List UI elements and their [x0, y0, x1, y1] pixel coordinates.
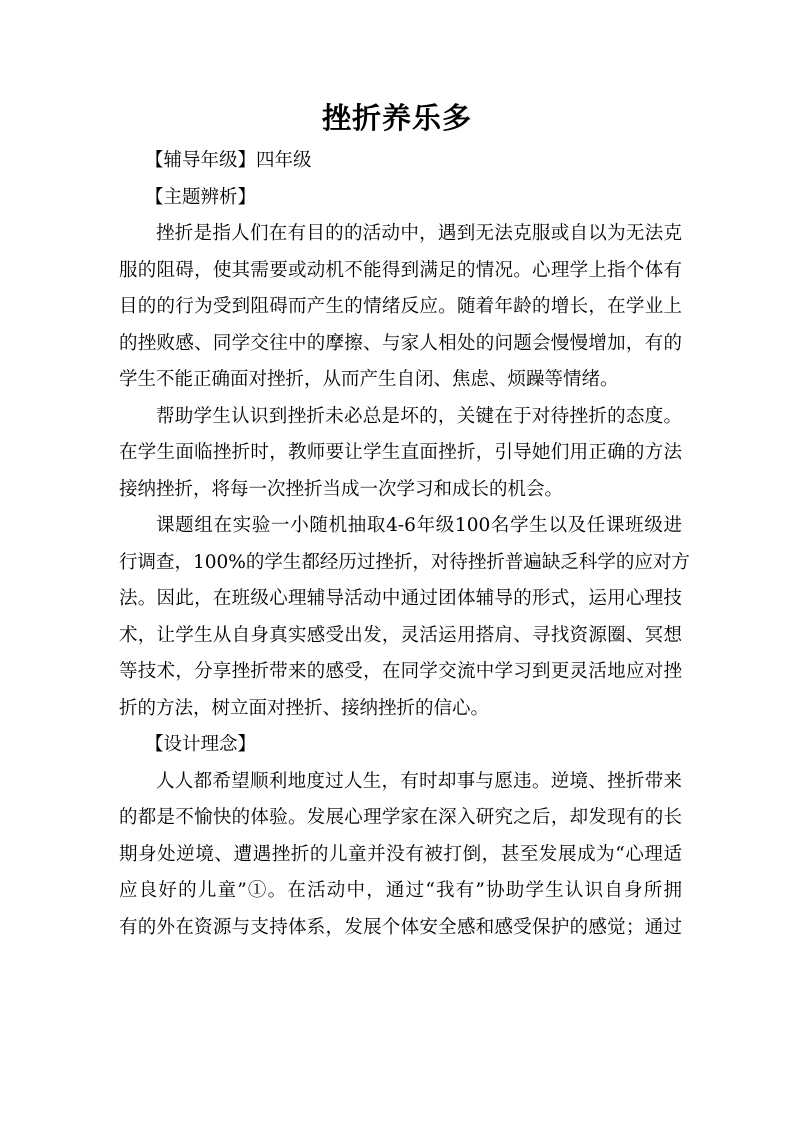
paragraph-line: 接纳挫折，将每一次挫折当成一次学习和成长的机会。 [119, 478, 564, 500]
paragraph-line: 折的方法，树立面对挫折、接纳挫折的信心。 [119, 697, 490, 719]
section-heading: 【设计理念】 [145, 734, 257, 755]
paragraph-line: 挫折是指人们在有目的的活动中，遇到无法克服或自以为无法克 [156, 223, 682, 244]
document-body [119, 143, 690, 946]
paragraph-line: 应良好的儿童”①。在活动中，通过“我有”协助学生认识自身所拥 [119, 880, 682, 901]
paragraph-line: 术，让学生从自身真实感受出发，灵活运用搭肩、寻找资源圈、冥想 [119, 624, 682, 646]
paragraph-line: 等技术，分享挫折带来的感受，在同学交流中学习到更灵活地应对挫 [119, 661, 682, 682]
paragraph-line: 服的阻碍，使其需要或动机不能得到满足的情况。心理学上指个体有 [119, 259, 682, 281]
paragraph-line: 的挫败感、同学交往中的摩擦、与家人相处的问题会慢慢增加，有的 [119, 332, 682, 354]
paragraph-line: 学生不能正确面对挫折，从而产生自闭、焦虑、烦躁等情绪。 [119, 369, 619, 390]
paragraph-line: 在学生面临挫折时，教师要让学生直面挫折，引导她们用正确的方法 [119, 442, 682, 463]
paragraph-line: 目的的行为受到阻碍而产生的情绪反应。随着年龄的增长，在学业上 [119, 296, 682, 317]
paragraph-line: 有的外在资源与支持体系，发展个体安全感和感受保护的感觉；通过 [119, 916, 682, 938]
paragraph-line: 的都是不愉快的体验。发展心理学家在深入研究之后，却发现有的长 [119, 807, 682, 828]
paragraph-line: 法。因此，在班级心理辅导活动中通过团体辅导的形式，运用心理技 [119, 588, 682, 609]
paragraph-line: 课题组在实验一小随机抽取4-6年级100名学生以及任课班级进 [156, 515, 682, 536]
section-heading: 【主题辨析】 [145, 186, 257, 208]
paragraph-line: 人人都希望顺利地度过人生，有时却事与愿违。逆境、挫折带来 [156, 770, 682, 792]
paragraph-line: 期身处逆境、遭遇挫折的儿童并没有被打倒，甚至发展成为“心理适 [119, 843, 682, 865]
paragraph-line: 帮助学生认识到挫折未必总是坏的，关键在于对待挫折的态度。 [156, 405, 682, 427]
document-title: 挫折养乐多 [321, 101, 472, 135]
section-heading: 【辅导年级】四年级 [145, 150, 312, 171]
paragraph-line: 行调查，100%的学生都经历过挫折，对待挫折普遍缺乏科学的应对方 [119, 551, 690, 573]
